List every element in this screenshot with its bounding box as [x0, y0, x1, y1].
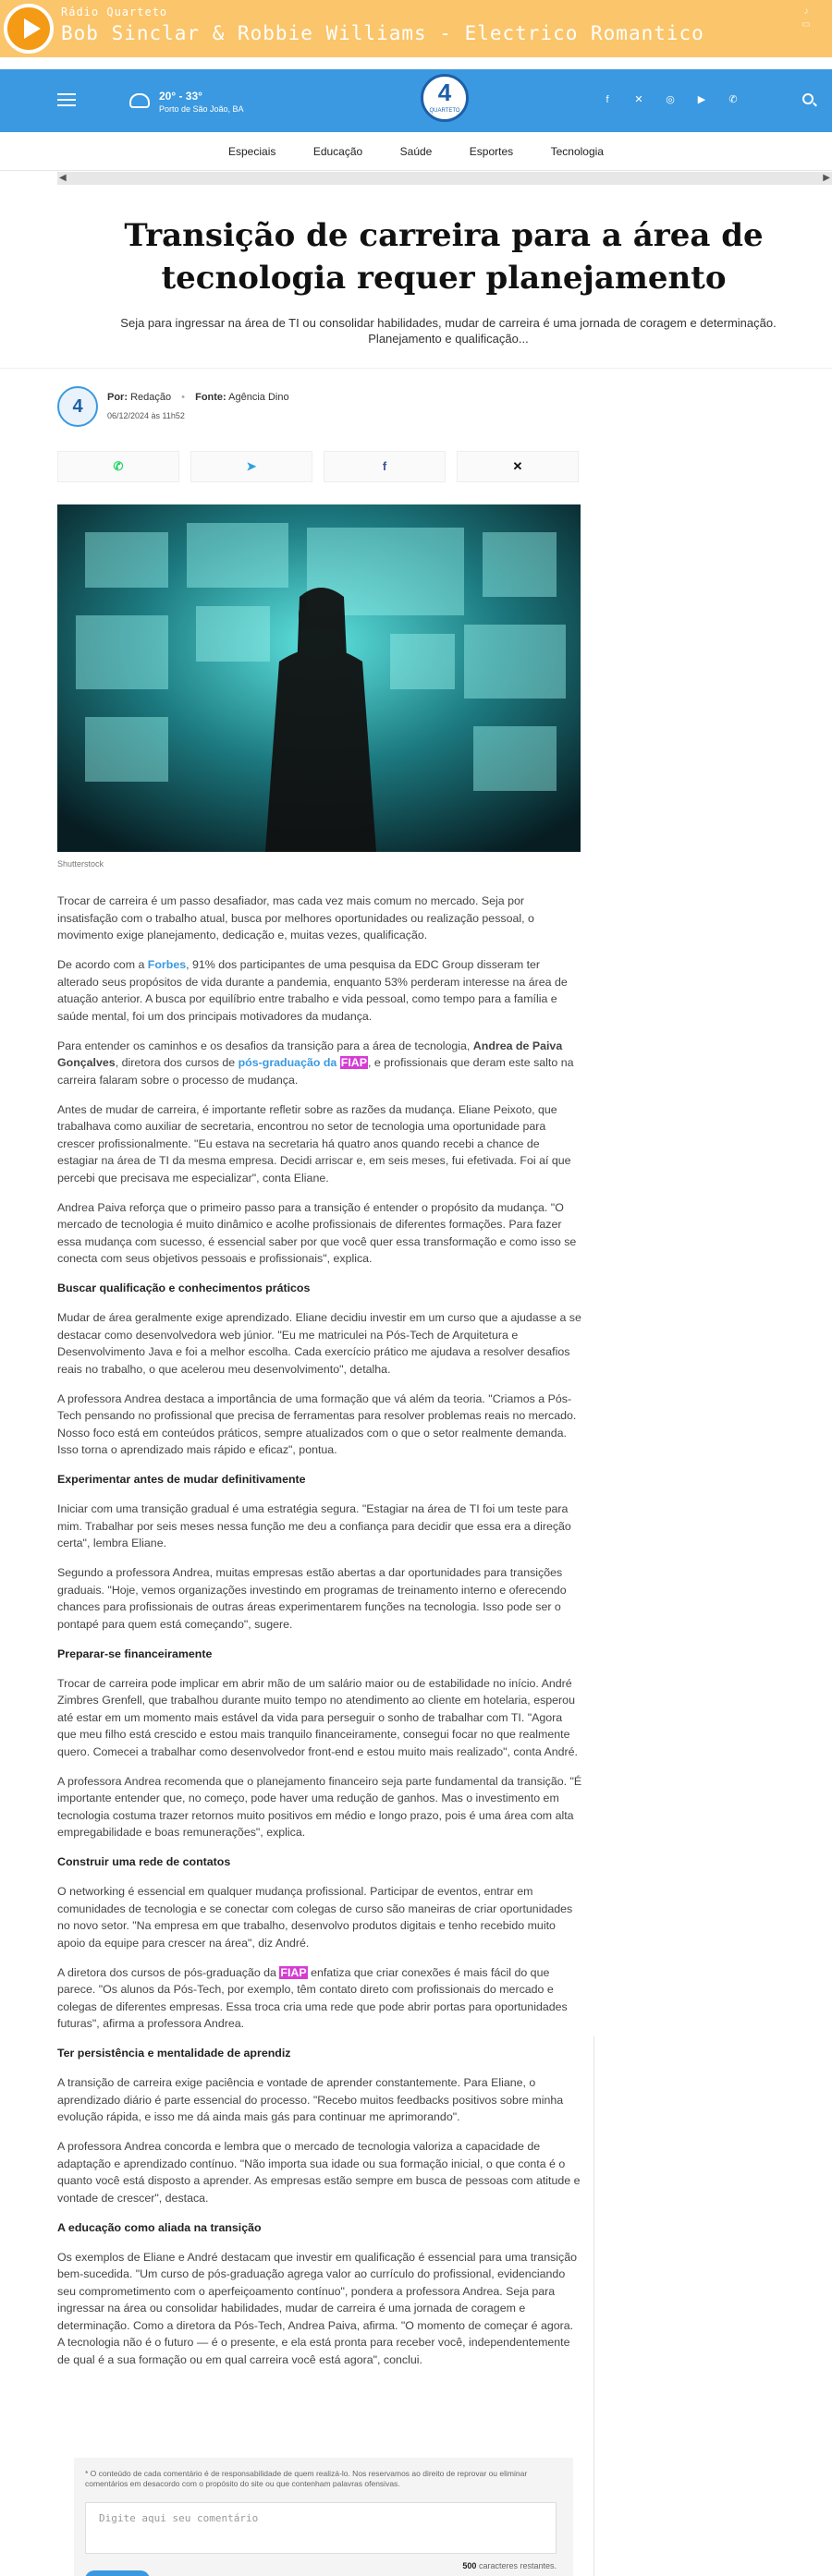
section-heading: Experimentar antes de mudar definitivamente — [57, 1473, 306, 1486]
radio-station-name: Rádio Quarteto — [61, 6, 168, 18]
paragraph: Trocar de carreira é um passo desafiador, mas cada vez mais comum no mercado. Seja por insatisfação com o trabalho atual, busca por melhores oportunidades ou realização pessoal, o movimento exige planejamento, dedicação e, muitas vezes, qualificação. — [57, 894, 534, 942]
whatsapp-icon[interactable]: ✆ — [728, 94, 738, 105]
pos-graduacao-link[interactable] — [239, 1056, 368, 1069]
forbes-link[interactable]: Forbes — [147, 958, 187, 971]
paragraph: Os exemplos de Eliane e André destacam que investir em qualificação é essencial para uma transição bem-sucedida. "Um curso de pós-graduação agrega valor ao currículo do profissional, evidenciando seu comprometimento com o aperfeiçoamento contínuo", pondera a professora Andrea. Seja para ingressar na área ou consolidar habilidades, mudar de carreira é uma jornada de coragem e determinação. Como a diretora da Pós-Tech, Andrea Paiva, afirma. "O momento de começar é agora. A tecnologia não é o futuro — é o presente, e ela está pronta para receber você, independentemente de qual é a sua formação ou em qual carreira você está agora", conclui. — [57, 2250, 578, 2366]
article-body — [57, 893, 582, 2381]
paragraph: A professora Andrea concorda e lembra que o mercado de tecnologia valoriza a capacidade de adaptação e aprendizado contínuo. "Não importa sua idade ou sua formação inicial, o que conta é o quanto você está disposto a aprender. As empresas estão sempre em busca de pessoas com atitude e vontade de crescer", destaca. — [57, 2140, 581, 2205]
horizontal-scrollbar[interactable] — [57, 172, 832, 185]
section-heading: Ter persistência e mentalidade de aprendiz — [57, 2047, 291, 2060]
comments-disclaimer: * O conteúdo de cada comentário é de responsabilidade de quem realizá-lo. Nos reservamos ao direito de reprovar ou eliminar comentários em desacordo com o propósito do site ou que contenham palavras ofensivas. — [85, 2469, 528, 2488]
cloud-icon — [129, 93, 150, 108]
text: , e profissionais que deram este salto na carreira falaram sobre o processo de mudança. — [57, 1056, 574, 1087]
paragraph — [57, 1038, 582, 1089]
x-icon[interactable]: ✕ — [634, 94, 643, 105]
nav-item-saude[interactable]: Saúde — [399, 145, 433, 158]
weather-temp: 20° - 33° — [159, 90, 202, 103]
link-text: pós-graduação da — [238, 1056, 340, 1069]
x-icon: ✕ — [512, 459, 523, 473]
share-buttons — [57, 451, 581, 482]
paragraph: O networking é essencial em qualquer mudança profissional. Participar de eventos, entrar em comunidades de tecnologia e se conectar com colegas de curso são maneiras de criar oportunidades no novo setor. "Na empresa em que trabalho, desenvolvo produtos digitais e tenho recebido muito apoio da equipe para crescer na área", diz André. — [57, 1885, 573, 1950]
submit-comment-button[interactable] — [85, 2570, 150, 2576]
author-name: Redação — [130, 392, 172, 403]
site-logo[interactable] — [421, 74, 469, 122]
author-avatar: 4 — [57, 386, 98, 427]
text: A diretora dos cursos de pós-graduação da — [57, 1965, 280, 1979]
fiap-highlight: FIAP — [340, 1056, 368, 1069]
telegram-icon: ➤ — [246, 459, 257, 473]
text: De acordo com a — [57, 958, 148, 971]
comment-textarea[interactable] — [85, 2502, 557, 2554]
main-nav — [0, 132, 832, 171]
image-credit: Shutterstock — [57, 859, 104, 869]
article-subtitle: Seja para ingressar na área de TI ou consolidar habilidades, mudar de carreira é uma jornada de coragem e determinação. Planejamento e qualificação... — [120, 316, 777, 346]
paragraph — [57, 1964, 582, 2033]
scroll-right-icon[interactable]: ▶ — [823, 173, 830, 183]
instagram-icon[interactable]: ◎ — [666, 94, 675, 105]
source-name: Agência Dino — [228, 392, 289, 403]
scroll-left-icon[interactable]: ◀ — [59, 173, 67, 183]
radio-track-title: Bob Sinclar & Robbie Williams - Electrico Romantico — [61, 22, 704, 44]
paragraph: Iniciar com uma transição gradual é uma estratégia segura. "Estagiar na área de TI foi um teste para mim. Trabalhar por seis meses nessa função me deu a confiança para decidir que essa era a direção certa", lembra Eliane. — [57, 1502, 571, 1549]
nav-item-educacao[interactable]: Educação — [312, 145, 363, 158]
search-icon[interactable] — [802, 93, 814, 104]
facebook-icon[interactable]: f — [606, 94, 609, 105]
fiap-highlight: FIAP — [280, 1965, 307, 1979]
radio-player-bar — [0, 0, 832, 57]
weather-city: Porto de São João, BA — [159, 104, 244, 114]
nav-item-tecnologia[interactable]: Tecnologia — [550, 145, 604, 158]
char-count-label: caracteres restantes. — [476, 2561, 557, 2570]
comments-section — [74, 2458, 573, 2576]
paragraph: Mudar de área geralmente exige aprendizado. Eliane decidiu investir em um curso que a ajudasse a se destacar como desenvolvedora web júnior. "Eu me matriculei na Pós-Tech de Arquitetura e Desenvolvimento Java e foi a melhor escolha. Cada exercício prático me ajudava a resolver desafios reais no trabalho, o que acelerou meu desenvolvimento", detalha. — [57, 1311, 581, 1376]
text: , 91% dos participantes de uma pesquisa da EDC Group disseram ter alterado seus propósitos de vida durante a pandemia, enquanto 53% perderam interesse na área de atuação anterior. A busca por equilíbrio entre trabalho e vida pessoal, como tempo para a família e saúde mental, foi um dos principais motivadores da mudança. — [57, 958, 568, 1023]
share-x-button[interactable] — [457, 451, 579, 482]
text: enfatiza que criar conexões é mais fácil do que parece. "Os alunos da Pós-Tech, por exemplo, têm contato direto com profissionais do mercado e colegas de diferentes empresas. Essa troca cria uma rede que pode abrir portas para oportunidades futuras", afirma a professora Andrea. — [57, 1965, 568, 2030]
article-hero-image — [57, 504, 581, 852]
facebook-icon: f — [382, 459, 387, 473]
source-label: Fonte: — [195, 392, 226, 403]
logo-number: 4 — [437, 79, 452, 106]
logo-subtext: QUARTETO — [429, 108, 460, 114]
text: Para entender os caminhos e os desafios da transição para a área de tecnologia, — [57, 1039, 473, 1052]
share-telegram-button[interactable] — [190, 451, 312, 482]
section-heading: Buscar qualificação e conhecimentos práticos — [57, 1282, 311, 1294]
divider — [0, 368, 832, 369]
author-label: Por: — [107, 392, 128, 403]
site-header — [0, 69, 832, 132]
paragraph: A professora Andrea destaca a importância de uma formação que vá além da teoria. "Criamos a Pós-Tech pensando no profissional que precisa de ferramentas para resolver problemas reais no mercado. Nosso foco está em conteúdos práticos, sempre atualizados com o que o setor realmente demanda. Isso torna o aprendizado mais rápido e eficaz", pontua. — [57, 1391, 577, 1456]
youtube-icon[interactable]: ▶ — [697, 94, 706, 105]
text: , diretora dos cursos de — [115, 1056, 239, 1069]
section-heading: Preparar-se financeiramente — [57, 1646, 213, 1660]
share-facebook-button[interactable] — [324, 451, 446, 482]
person-name: Andrea de Paiva Gonçalves — [57, 1039, 563, 1069]
share-whatsapp-button[interactable] — [57, 451, 179, 482]
section-heading: A educação como aliada na transição — [57, 2220, 262, 2234]
play-icon[interactable] — [4, 4, 54, 54]
menu-icon[interactable] — [57, 93, 76, 106]
paragraph — [57, 956, 582, 1025]
paragraph: Trocar de carreira pode implicar em abrir mão de um salário maior ou de estabilidade no início. André Zimbres Grenfell, que trabalhou durante muito tempo no atendimento ao cliente em hotelaria, esperou até estar em um momento mais estável da vida para perseguir o sonho de trabalhar com TI. "Agora que meu filho está crescido e estou mais tranquilo financeiramente, consegui focar no que realmente quero. Comecei a trabalhar como desenvolvedor front-end e estou muito mais realizado", conta André. — [57, 1676, 578, 1758]
whatsapp-icon: ✆ — [113, 459, 124, 473]
byline — [107, 392, 289, 403]
char-count: 500 — [462, 2561, 477, 2570]
comment-placeholder: Digite aqui seu comentário — [99, 2512, 259, 2524]
radio-volume-icon[interactable]: ♪ ▭ — [801, 6, 811, 30]
paragraph: Segundo a professora Andrea, muitas empresas estão abertas a dar oportunidades para transições graduais. "Hoje, vemos organizações investindo em programas de treinamento interno e oferecendo chances para profissionais de outras áreas experimentarem funções na tecnologia. Isso pode ser o pontapé para quem está começando", sugere. — [57, 1566, 567, 1631]
char-counter — [462, 2561, 557, 2570]
paragraph: A transição de carreira exige paciência e vontade de aprender constantemente. Para Eliane, o aprendizado diário é parte essencial do processo. "Recebo muitos feedbacks positivos sobre minha evolução rápida, e isso me dá ainda mais gás para continuar me aprimorando". — [57, 2076, 564, 2123]
publish-date: 06/12/2024 às 11h52 — [107, 411, 185, 420]
nav-item-esportes[interactable]: Esportes — [469, 145, 514, 158]
paragraph: A professora Andrea recomenda que o planejamento financeiro seja parte fundamental da transição. "É importante entender que, no começo, pode haver uma redução de ganhos. Mas o investimento em tecnologia costuma trazer retornos muito positivos em médio e longo prazo, pois é uma área com alta empregabilidade e boas remunerações", explica. — [57, 1774, 582, 1839]
nav-item-especiais[interactable]: Especiais — [228, 145, 276, 158]
article-title: Transição de carreira para a área de tecnologia requer planejamento — [124, 217, 764, 297]
section-heading: Construir uma rede de contatos — [57, 1855, 231, 1868]
sidebar-divider — [593, 2036, 594, 2576]
paragraph: Andrea Paiva reforça que o primeiro passo para a transição é entender o propósito da mudança. "O mercado de tecnologia é muito dinâmico e acolhe profissionais de diferentes formações. Para fazer essa mudança com sucesso, é essencial saber por que você quer essa transformação e como isso se conecta com seus objetivos pessoais e profissionais", explica. — [57, 1200, 577, 1265]
byline-separator: • — [181, 392, 186, 403]
paragraph: Antes de mudar de carreira, é importante refletir sobre as razões da mudança. Eliane Peixoto, que trabalhava como auxiliar de secretaria, encontrou no setor de tecnologia uma oportunidade para crescer profissionalmente. "Eu estava na secretaria há quatro anos quando recebi a chance de estagiar na área de TI da mesma empresa. Decidi arriscar e, em seis meses, fui efetivada. Foi aí que percebi que precisava me especializar", conta Eliane. — [57, 1102, 571, 1185]
